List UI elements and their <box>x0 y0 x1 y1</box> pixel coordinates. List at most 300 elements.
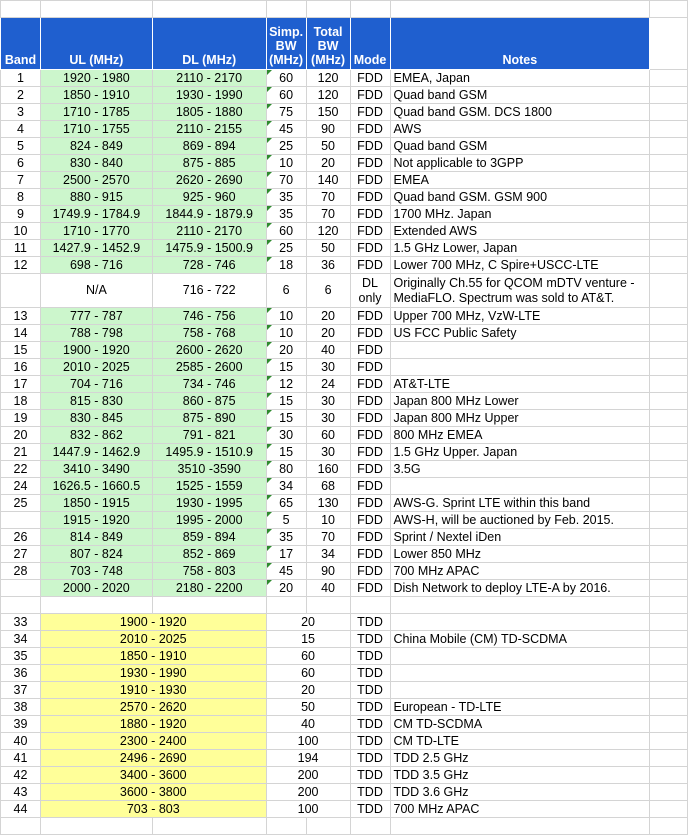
mode-cell[interactable]: FDD <box>350 546 390 563</box>
dl-cell[interactable]: 746 - 756 <box>152 308 266 325</box>
ul-cell[interactable]: 1850 - 1910 <box>40 87 152 104</box>
ul-cell[interactable]: 777 - 787 <box>40 308 152 325</box>
cell[interactable] <box>650 1 688 18</box>
cell[interactable] <box>650 138 688 155</box>
total-bw-cell[interactable]: 90 <box>306 121 350 138</box>
ul-cell[interactable]: 1447.9 - 1462.9 <box>40 444 152 461</box>
cell[interactable] <box>650 172 688 189</box>
mode-cell[interactable]: FDD <box>350 342 390 359</box>
bw-cell[interactable]: 100 <box>266 733 350 750</box>
notes-cell[interactable]: Japan 800 MHz Upper <box>390 410 650 427</box>
cell[interactable] <box>306 597 350 614</box>
simp-bw-cell[interactable]: 18 <box>266 257 306 274</box>
cell[interactable] <box>650 274 688 308</box>
mode-cell[interactable]: FDD <box>350 240 390 257</box>
notes-cell[interactable] <box>390 648 650 665</box>
dl-cell[interactable]: 1525 - 1559 <box>152 478 266 495</box>
simp-bw-cell[interactable]: 10 <box>266 155 306 172</box>
dl-cell[interactable]: 2110 - 2170 <box>152 70 266 87</box>
bw-cell[interactable]: 60 <box>266 665 350 682</box>
notes-cell[interactable] <box>390 342 650 359</box>
mode-cell[interactable]: FDD <box>350 308 390 325</box>
ul-cell[interactable]: 807 - 824 <box>40 546 152 563</box>
notes-cell[interactable]: European - TD-LTE <box>390 699 650 716</box>
mode-cell[interactable]: FDD <box>350 580 390 597</box>
cell[interactable] <box>650 495 688 512</box>
mode-cell[interactable]: TDD <box>350 614 390 631</box>
band-cell[interactable]: 11 <box>1 240 41 257</box>
dl-cell[interactable]: 925 - 960 <box>152 189 266 206</box>
simp-bw-cell[interactable]: 25 <box>266 240 306 257</box>
total-bw-cell[interactable]: 150 <box>306 104 350 121</box>
notes-cell[interactable]: China Mobile (CM) TD-SCDMA <box>390 631 650 648</box>
band-cell[interactable]: 26 <box>1 529 41 546</box>
cell[interactable] <box>1 1 41 18</box>
notes-cell[interactable]: 700 MHz APAC <box>390 563 650 580</box>
cell[interactable] <box>40 818 152 835</box>
cell[interactable] <box>650 240 688 257</box>
cell[interactable] <box>152 1 266 18</box>
notes-cell[interactable]: Quad band GSM <box>390 87 650 104</box>
cell[interactable] <box>650 631 688 648</box>
ul-cell[interactable]: 1900 - 1920 <box>40 342 152 359</box>
notes-cell[interactable]: AWS-G. Sprint LTE within this band <box>390 495 650 512</box>
cell[interactable] <box>650 512 688 529</box>
simp-bw-cell[interactable]: 75 <box>266 104 306 121</box>
band-cell[interactable]: 12 <box>1 257 41 274</box>
ul-cell[interactable]: 704 - 716 <box>40 376 152 393</box>
cell[interactable] <box>650 818 688 835</box>
band-cell[interactable]: 34 <box>1 631 41 648</box>
simp-bw-cell[interactable]: 20 <box>266 342 306 359</box>
band-cell[interactable]: 36 <box>1 665 41 682</box>
dl-cell[interactable]: 1995 - 2000 <box>152 512 266 529</box>
band-cell[interactable]: 42 <box>1 767 41 784</box>
cell[interactable] <box>650 614 688 631</box>
simp-bw-cell[interactable]: 5 <box>266 512 306 529</box>
bw-cell[interactable]: 200 <box>266 784 350 801</box>
mode-cell[interactable]: FDD <box>350 172 390 189</box>
dl-cell[interactable]: 734 - 746 <box>152 376 266 393</box>
notes-cell[interactable]: TDD 3.6 GHz <box>390 784 650 801</box>
cell[interactable] <box>350 597 390 614</box>
notes-cell[interactable]: Japan 800 MHz Lower <box>390 393 650 410</box>
ul-cell[interactable]: 1710 - 1785 <box>40 104 152 121</box>
simp-bw-cell[interactable]: 25 <box>266 138 306 155</box>
mode-cell[interactable]: TDD <box>350 648 390 665</box>
ul-cell[interactable]: 2500 - 2570 <box>40 172 152 189</box>
mode-cell[interactable]: FDD <box>350 359 390 376</box>
mode-cell[interactable]: FDD <box>350 410 390 427</box>
band-cell[interactable]: 41 <box>1 750 41 767</box>
notes-cell[interactable]: 800 MHz EMEA <box>390 427 650 444</box>
simp-bw-cell[interactable]: 15 <box>266 444 306 461</box>
band-cell[interactable]: 24 <box>1 478 41 495</box>
mode-cell[interactable]: TDD <box>350 767 390 784</box>
ul-cell[interactable]: 1710 - 1770 <box>40 223 152 240</box>
ul-cell[interactable]: 880 - 915 <box>40 189 152 206</box>
notes-cell[interactable] <box>390 614 650 631</box>
band-cell[interactable]: 33 <box>1 614 41 631</box>
mode-cell[interactable]: FDD <box>350 376 390 393</box>
dl-cell[interactable]: 1805 - 1880 <box>152 104 266 121</box>
notes-cell[interactable]: Quad band GSM <box>390 138 650 155</box>
simp-bw-cell[interactable]: 20 <box>266 580 306 597</box>
cell[interactable] <box>650 376 688 393</box>
mode-cell[interactable]: FDD <box>350 138 390 155</box>
mode-cell[interactable]: FDD <box>350 325 390 342</box>
total-bw-cell[interactable]: 24 <box>306 376 350 393</box>
notes-cell[interactable]: 1.5 GHz Upper. Japan <box>390 444 650 461</box>
cell[interactable] <box>650 784 688 801</box>
total-bw-cell[interactable]: 120 <box>306 87 350 104</box>
cell[interactable] <box>650 87 688 104</box>
mode-cell[interactable]: TDD <box>350 716 390 733</box>
range-cell[interactable]: 1850 - 1910 <box>40 648 266 665</box>
cell[interactable] <box>40 597 152 614</box>
notes-cell[interactable]: CM TD-SCDMA <box>390 716 650 733</box>
cell[interactable] <box>650 342 688 359</box>
total-bw-cell[interactable]: 70 <box>306 529 350 546</box>
band-cell[interactable]: 22 <box>1 461 41 478</box>
total-bw-cell[interactable]: 6 <box>306 274 350 308</box>
band-cell[interactable]: 39 <box>1 716 41 733</box>
cell[interactable] <box>390 818 650 835</box>
dl-cell[interactable]: 791 - 821 <box>152 427 266 444</box>
dl-cell[interactable]: 1495.9 - 1510.9 <box>152 444 266 461</box>
band-cell[interactable]: 5 <box>1 138 41 155</box>
total-bw-cell[interactable]: 10 <box>306 512 350 529</box>
cell[interactable] <box>266 1 306 18</box>
simp-bw-cell[interactable]: 12 <box>266 376 306 393</box>
cell[interactable] <box>152 818 266 835</box>
notes-cell[interactable]: EMEA <box>390 172 650 189</box>
mode-cell[interactable]: FDD <box>350 427 390 444</box>
mode-cell[interactable]: FDD <box>350 257 390 274</box>
dl-cell[interactable]: 860 - 875 <box>152 393 266 410</box>
ul-cell[interactable]: 1920 - 1980 <box>40 70 152 87</box>
cell[interactable] <box>650 206 688 223</box>
mode-cell[interactable]: TDD <box>350 665 390 682</box>
notes-cell[interactable] <box>390 478 650 495</box>
notes-cell[interactable]: Sprint / Nextel iDen <box>390 529 650 546</box>
bw-cell[interactable]: 194 <box>266 750 350 767</box>
total-bw-cell[interactable]: 70 <box>306 206 350 223</box>
band-cell[interactable]: 25 <box>1 495 41 512</box>
simp-bw-cell[interactable]: 60 <box>266 223 306 240</box>
mode-cell[interactable]: FDD <box>350 155 390 172</box>
band-cell[interactable]: 13 <box>1 308 41 325</box>
mode-cell[interactable]: FDD <box>350 495 390 512</box>
cell[interactable] <box>650 121 688 138</box>
cell[interactable] <box>650 767 688 784</box>
cell[interactable] <box>266 597 306 614</box>
mode-cell[interactable]: FDD <box>350 189 390 206</box>
cell[interactable] <box>650 393 688 410</box>
cell[interactable] <box>650 546 688 563</box>
bw-cell[interactable]: 15 <box>266 631 350 648</box>
header-mode[interactable]: Mode <box>350 18 390 70</box>
band-cell[interactable]: 17 <box>1 376 41 393</box>
header-total-bw[interactable]: Total BW (MHz) <box>306 18 350 70</box>
total-bw-cell[interactable]: 130 <box>306 495 350 512</box>
dl-cell[interactable]: 758 - 768 <box>152 325 266 342</box>
dl-cell[interactable]: 2110 - 2155 <box>152 121 266 138</box>
total-bw-cell[interactable]: 120 <box>306 70 350 87</box>
total-bw-cell[interactable]: 20 <box>306 308 350 325</box>
dl-cell[interactable]: 2110 - 2170 <box>152 223 266 240</box>
ul-cell[interactable]: 1710 - 1755 <box>40 121 152 138</box>
notes-cell[interactable]: Quad band GSM. DCS 1800 <box>390 104 650 121</box>
cell[interactable] <box>650 104 688 121</box>
cell[interactable] <box>650 801 688 818</box>
ul-cell[interactable]: 1626.5 - 1660.5 <box>40 478 152 495</box>
cell[interactable] <box>650 580 688 597</box>
range-cell[interactable]: 3400 - 3600 <box>40 767 266 784</box>
band-cell[interactable]: 14 <box>1 325 41 342</box>
band-cell[interactable]: 15 <box>1 342 41 359</box>
total-bw-cell[interactable]: 34 <box>306 546 350 563</box>
mode-cell[interactable]: TDD <box>350 631 390 648</box>
cell[interactable] <box>650 750 688 767</box>
mode-cell[interactable]: FDD <box>350 444 390 461</box>
total-bw-cell[interactable]: 30 <box>306 444 350 461</box>
cell[interactable] <box>650 699 688 716</box>
notes-cell[interactable]: TDD 3.5 GHz <box>390 767 650 784</box>
simp-bw-cell[interactable]: 65 <box>266 495 306 512</box>
band-cell[interactable]: 18 <box>1 393 41 410</box>
mode-cell[interactable]: FDD <box>350 563 390 580</box>
simp-bw-cell[interactable]: 45 <box>266 563 306 580</box>
cell[interactable] <box>350 1 390 18</box>
bw-cell[interactable]: 100 <box>266 801 350 818</box>
range-cell[interactable]: 2496 - 2690 <box>40 750 266 767</box>
band-cell[interactable]: 3 <box>1 104 41 121</box>
cell[interactable] <box>390 1 650 18</box>
simp-bw-cell[interactable]: 35 <box>266 529 306 546</box>
cell[interactable] <box>390 597 650 614</box>
range-cell[interactable]: 1880 - 1920 <box>40 716 266 733</box>
notes-cell[interactable]: AWS-H, will be auctioned by Feb. 2015. <box>390 512 650 529</box>
range-cell[interactable]: 1910 - 1930 <box>40 682 266 699</box>
notes-cell[interactable]: US FCC Public Safety <box>390 325 650 342</box>
cell[interactable] <box>650 325 688 342</box>
total-bw-cell[interactable]: 50 <box>306 138 350 155</box>
simp-bw-cell[interactable]: 30 <box>266 427 306 444</box>
dl-cell[interactable]: 758 - 803 <box>152 563 266 580</box>
notes-cell[interactable] <box>390 682 650 699</box>
bw-cell[interactable]: 20 <box>266 682 350 699</box>
band-cell[interactable]: 1 <box>1 70 41 87</box>
simp-bw-cell[interactable]: 60 <box>266 87 306 104</box>
dl-cell[interactable]: 859 - 894 <box>152 529 266 546</box>
header-dl[interactable]: DL (MHz) <box>152 18 266 70</box>
cell[interactable] <box>650 563 688 580</box>
mode-cell[interactable]: FDD <box>350 393 390 410</box>
range-cell[interactable]: 3600 - 3800 <box>40 784 266 801</box>
cell[interactable] <box>650 461 688 478</box>
cell[interactable] <box>650 733 688 750</box>
notes-cell[interactable] <box>390 359 650 376</box>
total-bw-cell[interactable]: 50 <box>306 240 350 257</box>
mode-cell[interactable]: FDD <box>350 478 390 495</box>
cell[interactable] <box>650 257 688 274</box>
ul-cell[interactable]: 2000 - 2020 <box>40 580 152 597</box>
ul-cell[interactable]: 830 - 840 <box>40 155 152 172</box>
simp-bw-cell[interactable]: 15 <box>266 359 306 376</box>
notes-cell[interactable]: EMEA, Japan <box>390 70 650 87</box>
band-cell[interactable]: 21 <box>1 444 41 461</box>
band-cell[interactable]: 2 <box>1 87 41 104</box>
ul-cell[interactable]: 703 - 748 <box>40 563 152 580</box>
dl-cell[interactable]: 2620 - 2690 <box>152 172 266 189</box>
ul-cell[interactable]: N/A <box>40 274 152 308</box>
ul-cell[interactable]: 1749.9 - 1784.9 <box>40 206 152 223</box>
mode-cell[interactable]: TDD <box>350 784 390 801</box>
mode-cell[interactable]: TDD <box>350 682 390 699</box>
total-bw-cell[interactable]: 160 <box>306 461 350 478</box>
header-notes[interactable]: Notes <box>390 18 650 70</box>
mode-cell[interactable]: TDD <box>350 699 390 716</box>
band-cell[interactable]: 44 <box>1 801 41 818</box>
band-cell[interactable]: 8 <box>1 189 41 206</box>
notes-cell[interactable]: Lower 850 MHz <box>390 546 650 563</box>
cell[interactable] <box>650 18 688 70</box>
mode-cell[interactable]: FDD <box>350 512 390 529</box>
bw-cell[interactable]: 40 <box>266 716 350 733</box>
cell[interactable] <box>306 818 350 835</box>
notes-cell[interactable]: Quad band GSM. GSM 900 <box>390 189 650 206</box>
band-cell[interactable] <box>1 274 41 308</box>
cell[interactable] <box>650 597 688 614</box>
band-cell[interactable]: 7 <box>1 172 41 189</box>
cell[interactable] <box>650 682 688 699</box>
range-cell[interactable]: 2010 - 2025 <box>40 631 266 648</box>
dl-cell[interactable]: 2585 - 2600 <box>152 359 266 376</box>
cell[interactable] <box>650 155 688 172</box>
header-band[interactable]: Band <box>1 18 41 70</box>
dl-cell[interactable]: 875 - 885 <box>152 155 266 172</box>
total-bw-cell[interactable]: 30 <box>306 393 350 410</box>
band-cell[interactable]: 43 <box>1 784 41 801</box>
cell[interactable] <box>650 444 688 461</box>
bw-cell[interactable]: 60 <box>266 648 350 665</box>
cell[interactable] <box>650 427 688 444</box>
header-ul[interactable]: UL (MHz) <box>40 18 152 70</box>
total-bw-cell[interactable]: 20 <box>306 155 350 172</box>
cell[interactable] <box>350 818 390 835</box>
total-bw-cell[interactable]: 68 <box>306 478 350 495</box>
simp-bw-cell[interactable]: 70 <box>266 172 306 189</box>
cell[interactable] <box>650 410 688 427</box>
mode-cell[interactable]: TDD <box>350 733 390 750</box>
notes-cell[interactable]: 3.5G <box>390 461 650 478</box>
cell[interactable] <box>650 716 688 733</box>
ul-cell[interactable]: 1427.9 - 1452.9 <box>40 240 152 257</box>
ul-cell[interactable]: 830 - 845 <box>40 410 152 427</box>
mode-cell[interactable]: FDD <box>350 223 390 240</box>
header-simp-bw[interactable]: Simp. BW (MHz) <box>266 18 306 70</box>
band-cell[interactable] <box>1 580 41 597</box>
dl-cell[interactable]: 2600 - 2620 <box>152 342 266 359</box>
cell[interactable] <box>650 308 688 325</box>
ul-cell[interactable]: 832 - 862 <box>40 427 152 444</box>
simp-bw-cell[interactable]: 15 <box>266 410 306 427</box>
cell[interactable] <box>650 665 688 682</box>
ul-cell[interactable]: 788 - 798 <box>40 325 152 342</box>
band-cell[interactable]: 10 <box>1 223 41 240</box>
total-bw-cell[interactable]: 70 <box>306 189 350 206</box>
range-cell[interactable]: 703 - 803 <box>40 801 266 818</box>
notes-cell[interactable]: Upper 700 MHz, VzW-LTE <box>390 308 650 325</box>
notes-cell[interactable]: AWS <box>390 121 650 138</box>
range-cell[interactable]: 1900 - 1920 <box>40 614 266 631</box>
total-bw-cell[interactable]: 30 <box>306 410 350 427</box>
notes-cell[interactable]: Lower 700 MHz, C Spire+USCC-LTE <box>390 257 650 274</box>
bw-cell[interactable]: 200 <box>266 767 350 784</box>
dl-cell[interactable]: 1930 - 1995 <box>152 495 266 512</box>
mode-cell[interactable]: FDD <box>350 104 390 121</box>
bw-cell[interactable]: 50 <box>266 699 350 716</box>
mode-cell[interactable]: FDD <box>350 70 390 87</box>
ul-cell[interactable]: 824 - 849 <box>40 138 152 155</box>
range-cell[interactable]: 2300 - 2400 <box>40 733 266 750</box>
simp-bw-cell[interactable]: 10 <box>266 325 306 342</box>
band-cell[interactable]: 4 <box>1 121 41 138</box>
notes-cell[interactable]: TDD 2.5 GHz <box>390 750 650 767</box>
cell[interactable] <box>152 597 266 614</box>
dl-cell[interactable]: 1930 - 1990 <box>152 87 266 104</box>
simp-bw-cell[interactable]: 60 <box>266 70 306 87</box>
dl-cell[interactable]: 1844.9 - 1879.9 <box>152 206 266 223</box>
total-bw-cell[interactable]: 140 <box>306 172 350 189</box>
mode-cell[interactable]: TDD <box>350 750 390 767</box>
total-bw-cell[interactable]: 20 <box>306 325 350 342</box>
band-cell[interactable]: 16 <box>1 359 41 376</box>
band-cell[interactable]: 6 <box>1 155 41 172</box>
notes-cell[interactable]: 1700 MHz. Japan <box>390 206 650 223</box>
notes-cell[interactable]: CM TD-LTE <box>390 733 650 750</box>
ul-cell[interactable]: 1850 - 1915 <box>40 495 152 512</box>
ul-cell[interactable]: 2010 - 2025 <box>40 359 152 376</box>
notes-cell[interactable]: 1.5 GHz Lower, Japan <box>390 240 650 257</box>
dl-cell[interactable]: 3510 -3590 <box>152 461 266 478</box>
notes-cell[interactable]: AT&T-LTE <box>390 376 650 393</box>
cell[interactable] <box>650 223 688 240</box>
mode-cell[interactable]: FDD <box>350 461 390 478</box>
simp-bw-cell[interactable]: 45 <box>266 121 306 138</box>
ul-cell[interactable]: 814 - 849 <box>40 529 152 546</box>
cell[interactable] <box>650 359 688 376</box>
ul-cell[interactable]: 3410 - 3490 <box>40 461 152 478</box>
bw-cell[interactable]: 20 <box>266 614 350 631</box>
total-bw-cell[interactable]: 40 <box>306 580 350 597</box>
ul-cell[interactable]: 815 - 830 <box>40 393 152 410</box>
cell[interactable] <box>1 818 41 835</box>
band-cell[interactable]: 38 <box>1 699 41 716</box>
simp-bw-cell[interactable]: 34 <box>266 478 306 495</box>
total-bw-cell[interactable]: 60 <box>306 427 350 444</box>
mode-cell[interactable]: FDD <box>350 87 390 104</box>
ul-cell[interactable]: 698 - 716 <box>40 257 152 274</box>
cell[interactable] <box>650 478 688 495</box>
band-cell[interactable]: 40 <box>1 733 41 750</box>
dl-cell[interactable]: 852 - 869 <box>152 546 266 563</box>
total-bw-cell[interactable]: 120 <box>306 223 350 240</box>
cell[interactable] <box>266 818 306 835</box>
range-cell[interactable]: 2570 - 2620 <box>40 699 266 716</box>
cell[interactable] <box>650 70 688 87</box>
